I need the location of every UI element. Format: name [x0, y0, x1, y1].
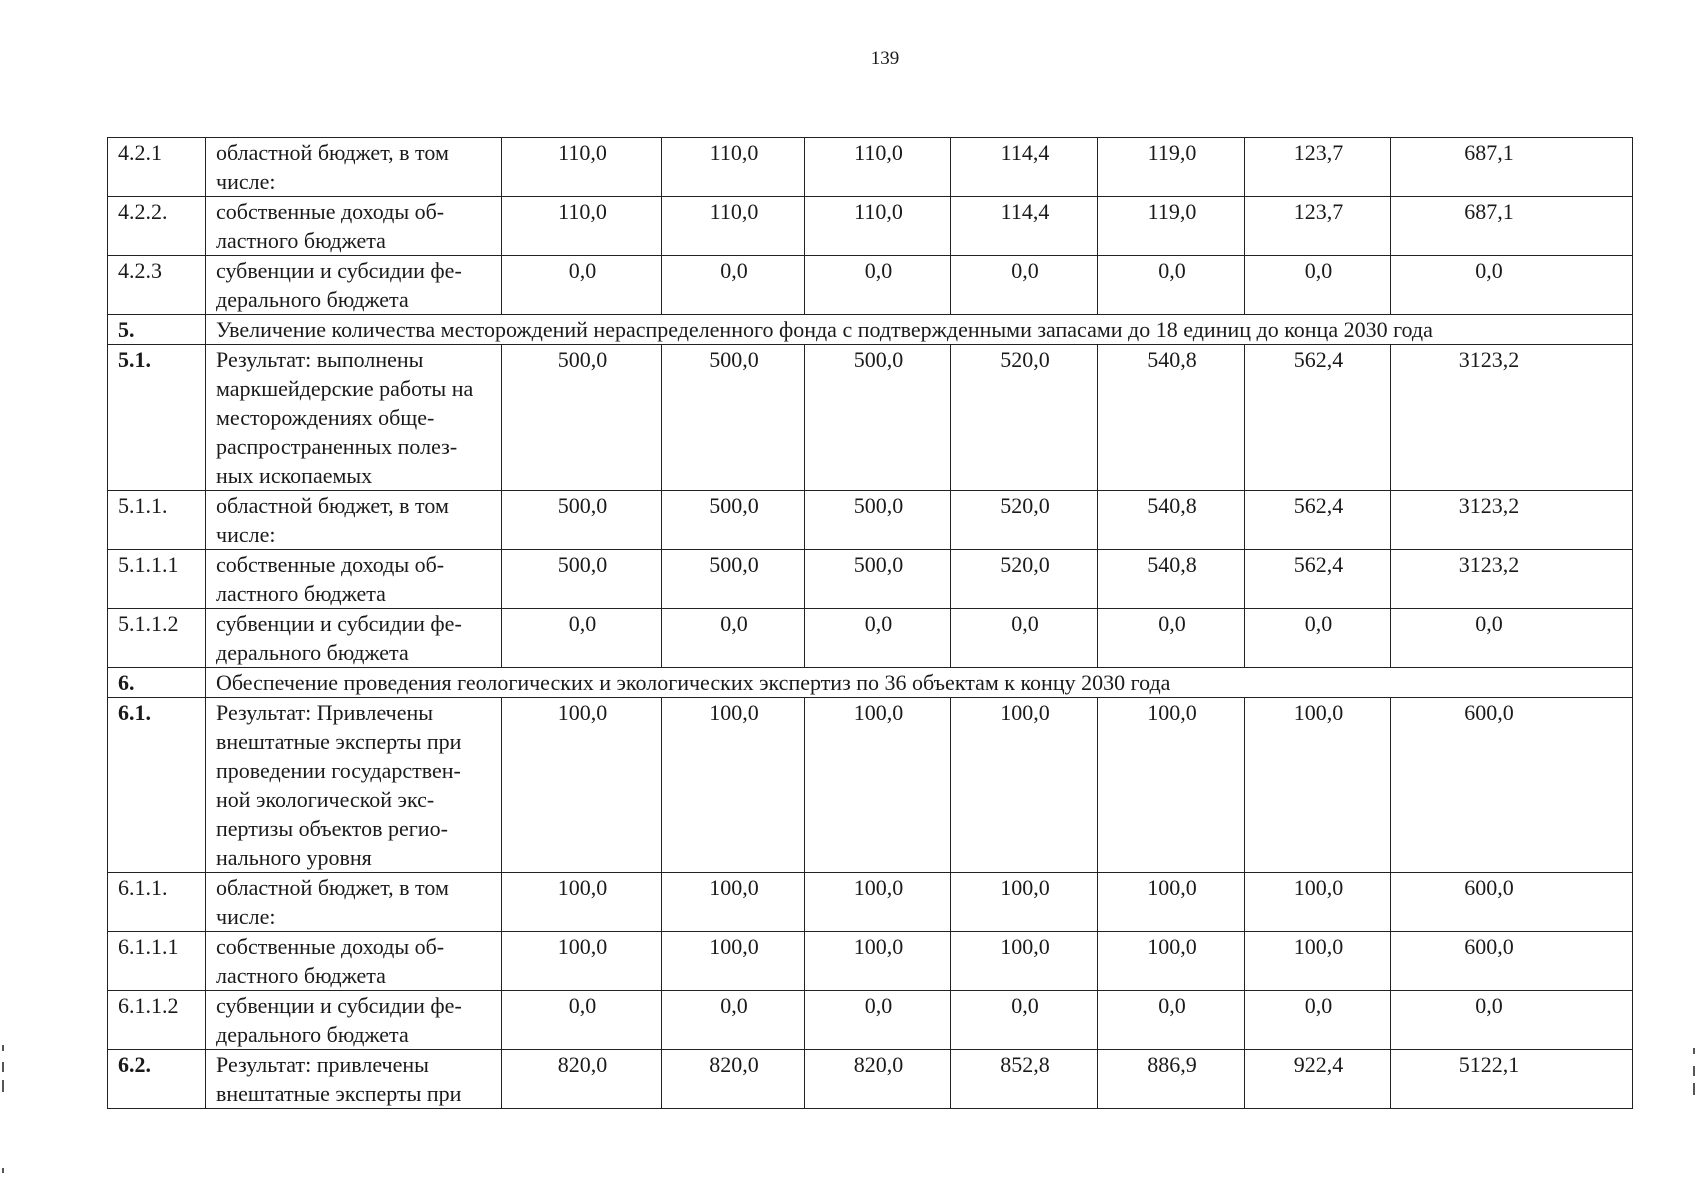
row-code: 6.1. — [108, 698, 206, 873]
row-description: собственные доходы об-ластного бюджета — [206, 197, 502, 256]
row-value: 820,0 — [662, 1050, 805, 1109]
row-code: 6.2. — [108, 1050, 206, 1109]
row-value: 0,0 — [1245, 991, 1391, 1050]
margin-mark — [1693, 1066, 1695, 1076]
row-total: 687,1 — [1391, 138, 1633, 197]
row-value: 820,0 — [502, 1050, 662, 1109]
row-value: 0,0 — [1245, 256, 1391, 315]
row-code: 5.1.1. — [108, 491, 206, 550]
row-value: 123,7 — [1245, 197, 1391, 256]
row-value: 100,0 — [805, 873, 951, 932]
margin-mark — [1693, 1083, 1695, 1095]
row-value: 100,0 — [662, 698, 805, 873]
table-body — [108, 138, 1633, 1109]
row-value: 562,4 — [1245, 491, 1391, 550]
row-value: 0,0 — [951, 256, 1098, 315]
row-value: 100,0 — [662, 932, 805, 991]
margin-mark — [2, 1168, 4, 1173]
row-value: 0,0 — [502, 256, 662, 315]
row-description: областной бюджет, в том числе: — [206, 873, 502, 932]
row-value: 0,0 — [805, 256, 951, 315]
row-description: Результат: привлечены внештатные эксперты при — [206, 1050, 502, 1109]
row-code: 6. — [108, 668, 206, 698]
row-code: 6.1.1.1 — [108, 932, 206, 991]
row-value: 520,0 — [951, 491, 1098, 550]
row-value: 520,0 — [951, 345, 1098, 491]
row-value: 100,0 — [951, 932, 1098, 991]
row-value: 0,0 — [1098, 991, 1245, 1050]
row-value: 100,0 — [1098, 932, 1245, 991]
row-value: 0,0 — [951, 991, 1098, 1050]
row-value: 0,0 — [805, 991, 951, 1050]
row-value: 0,0 — [1098, 256, 1245, 315]
row-value: 0,0 — [502, 609, 662, 668]
row-value: 100,0 — [662, 873, 805, 932]
row-value: 500,0 — [662, 491, 805, 550]
section-row — [108, 315, 1633, 345]
row-value: 500,0 — [805, 491, 951, 550]
row-value: 100,0 — [1098, 873, 1245, 932]
row-total: 3123,2 — [1391, 550, 1633, 609]
row-code: 5. — [108, 315, 206, 345]
row-value: 500,0 — [502, 550, 662, 609]
table-row — [108, 256, 1633, 315]
margin-mark — [2, 1062, 4, 1072]
section-title: Увеличение количества месторождений нераспределенного фонда с подтвержденными запасами до 18 единиц до конца 2030 года — [206, 315, 1633, 345]
row-value: 500,0 — [502, 345, 662, 491]
row-total: 0,0 — [1391, 609, 1633, 668]
row-value: 100,0 — [1245, 698, 1391, 873]
row-value: 0,0 — [662, 991, 805, 1050]
row-total: 0,0 — [1391, 256, 1633, 315]
row-code: 5.1.1.1 — [108, 550, 206, 609]
row-value: 0,0 — [662, 609, 805, 668]
row-value: 114,4 — [951, 197, 1098, 256]
row-value: 100,0 — [805, 932, 951, 991]
row-value: 100,0 — [951, 698, 1098, 873]
row-value: 100,0 — [502, 873, 662, 932]
row-total: 600,0 — [1391, 932, 1633, 991]
row-description: субвенции и субсидии фе-дерального бюджета — [206, 256, 502, 315]
row-value: 852,8 — [951, 1050, 1098, 1109]
margin-mark — [2, 1045, 4, 1051]
row-code: 6.1.1. — [108, 873, 206, 932]
row-value: 100,0 — [1098, 698, 1245, 873]
table-row — [108, 197, 1633, 256]
margin-mark — [1693, 1048, 1695, 1054]
table-row — [108, 491, 1633, 550]
row-description: областной бюджет, в том числе: — [206, 138, 502, 197]
table-row — [108, 873, 1633, 932]
row-value: 562,4 — [1245, 550, 1391, 609]
table-row — [108, 1050, 1633, 1109]
row-description: субвенции и субсидии фе-дерального бюджета — [206, 991, 502, 1050]
table-row — [108, 932, 1633, 991]
row-total: 0,0 — [1391, 991, 1633, 1050]
row-value: 100,0 — [502, 698, 662, 873]
table-row — [108, 345, 1633, 491]
row-description: субвенции и субсидии фе-дерального бюджета — [206, 609, 502, 668]
row-code: 5.1. — [108, 345, 206, 491]
margin-mark — [2, 1080, 4, 1092]
row-value: 0,0 — [1098, 609, 1245, 668]
row-description: собственные доходы об-ластного бюджета — [206, 932, 502, 991]
row-total: 5122,1 — [1391, 1050, 1633, 1109]
table-row — [108, 138, 1633, 197]
row-value: 540,8 — [1098, 550, 1245, 609]
row-value: 110,0 — [662, 138, 805, 197]
row-value: 922,4 — [1245, 1050, 1391, 1109]
section-title: Обеспечение проведения геологических и экологических экспертиз по 36 объектам к концу 2030 года — [206, 668, 1633, 698]
table-row — [108, 991, 1633, 1050]
row-value: 110,0 — [502, 197, 662, 256]
row-description: Результат: Привлечены внештатные эксперты при проведении государствен-ной экологической экс-пертизы объектов регио-нального уровня — [206, 698, 502, 873]
row-value: 500,0 — [662, 550, 805, 609]
row-value: 110,0 — [805, 197, 951, 256]
row-value: 500,0 — [805, 550, 951, 609]
row-value: 0,0 — [662, 256, 805, 315]
table-row — [108, 698, 1633, 873]
row-value: 100,0 — [1245, 932, 1391, 991]
row-value: 540,8 — [1098, 491, 1245, 550]
row-description: собственные доходы об-ластного бюджета — [206, 550, 502, 609]
row-total: 3123,2 — [1391, 491, 1633, 550]
row-total: 600,0 — [1391, 873, 1633, 932]
row-total: 3123,2 — [1391, 345, 1633, 491]
row-value: 500,0 — [502, 491, 662, 550]
row-value: 500,0 — [805, 345, 951, 491]
row-value: 119,0 — [1098, 197, 1245, 256]
table-row — [108, 550, 1633, 609]
row-value: 100,0 — [951, 873, 1098, 932]
section-row — [108, 668, 1633, 698]
budget-table — [107, 137, 1633, 1109]
row-value: 0,0 — [502, 991, 662, 1050]
row-code: 4.2.1 — [108, 138, 206, 197]
row-value: 119,0 — [1098, 138, 1245, 197]
row-value: 100,0 — [805, 698, 951, 873]
table-row — [108, 609, 1633, 668]
row-value: 0,0 — [805, 609, 951, 668]
row-value: 540,8 — [1098, 345, 1245, 491]
page-number: 139 — [870, 48, 900, 69]
row-description: областной бюджет, в том числе: — [206, 491, 502, 550]
row-total: 687,1 — [1391, 197, 1633, 256]
row-total: 600,0 — [1391, 698, 1633, 873]
row-value: 562,4 — [1245, 345, 1391, 491]
row-code: 4.2.2. — [108, 197, 206, 256]
row-value: 820,0 — [805, 1050, 951, 1109]
row-code: 6.1.1.2 — [108, 991, 206, 1050]
row-value: 0,0 — [951, 609, 1098, 668]
row-value: 110,0 — [805, 138, 951, 197]
row-value: 114,4 — [951, 138, 1098, 197]
row-value: 110,0 — [662, 197, 805, 256]
row-value: 886,9 — [1098, 1050, 1245, 1109]
row-value: 0,0 — [1245, 609, 1391, 668]
row-value: 123,7 — [1245, 138, 1391, 197]
row-value: 110,0 — [502, 138, 662, 197]
row-value: 100,0 — [502, 932, 662, 991]
row-value: 100,0 — [1245, 873, 1391, 932]
row-value: 500,0 — [662, 345, 805, 491]
row-value: 520,0 — [951, 550, 1098, 609]
row-description: Результат: выполнены маркшейдерские работы на месторождениях обще-распространенных полез-ных ископаемых — [206, 345, 502, 491]
row-code: 4.2.3 — [108, 256, 206, 315]
row-code: 5.1.1.2 — [108, 609, 206, 668]
